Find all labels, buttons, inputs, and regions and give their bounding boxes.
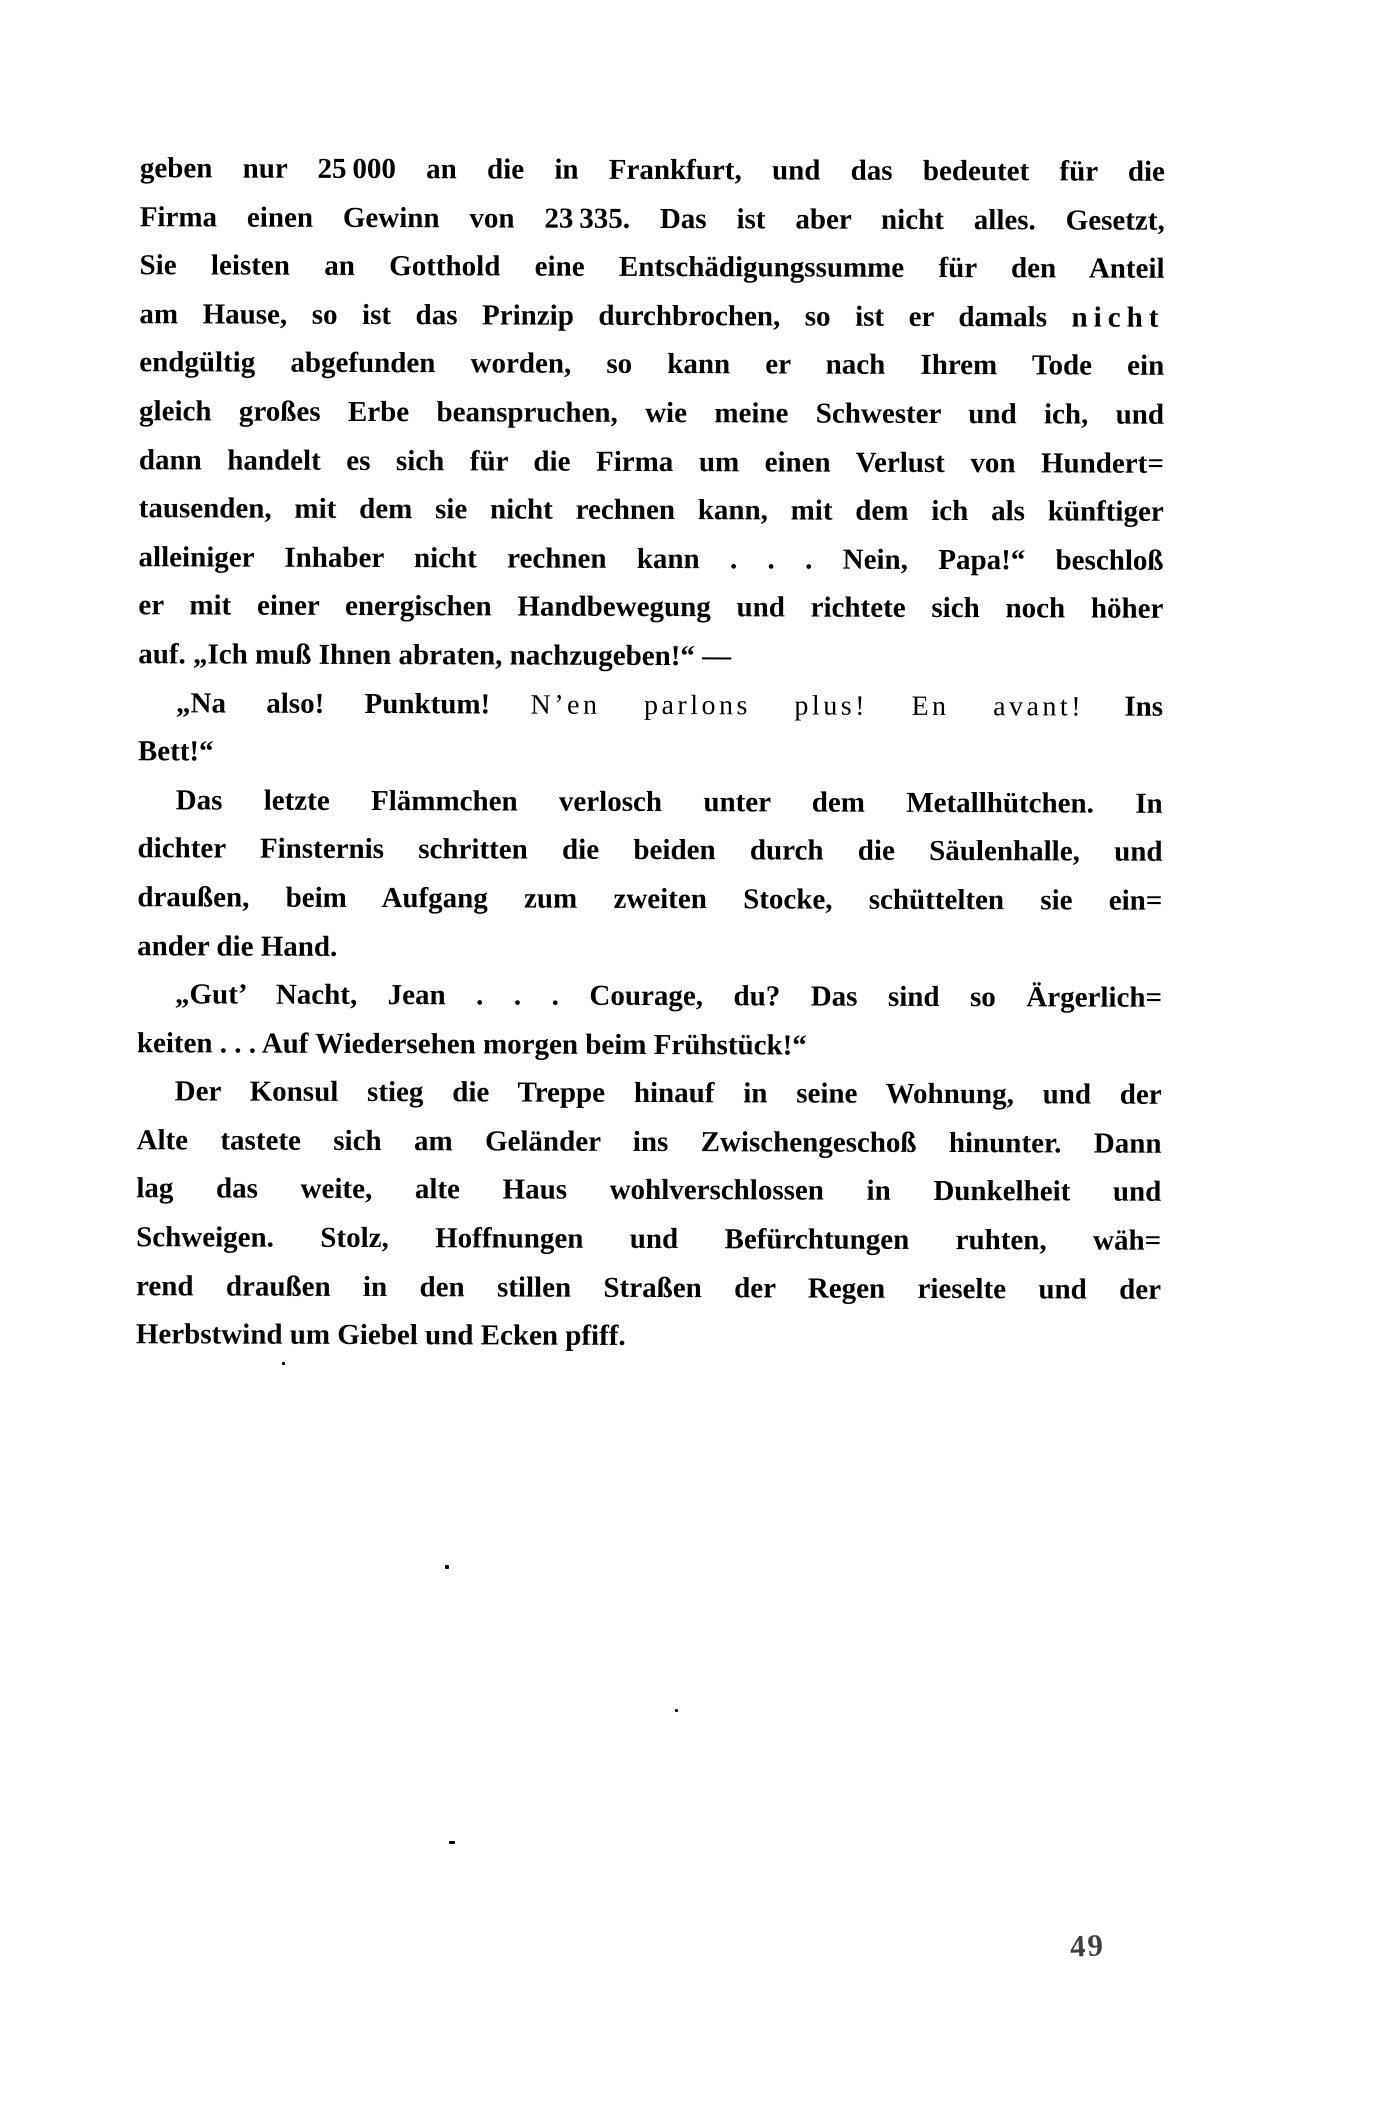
text-line	[138, 679, 1163, 731]
fraktur-segment: Bett!“	[137, 735, 214, 768]
text-line	[136, 1165, 1161, 1217]
text-line	[138, 533, 1163, 585]
text-line	[136, 1213, 1161, 1265]
fraktur-segment: rend draußen in den stillen Straßen der Regen rieselte und der	[135, 1269, 1162, 1306]
text-line	[137, 970, 1162, 1022]
scan-speck	[675, 1709, 678, 1712]
text-block	[136, 144, 1165, 1362]
text-line	[137, 1067, 1162, 1119]
fraktur-segment: dann handelt es sich für die Firma um einen Verlust von Hundert=	[138, 443, 1164, 480]
fraktur-segment: Schweigen. Stolz, Hoffnungen und Befürchtungen ruhten, wäh=	[136, 1221, 1162, 1257]
fraktur-segment: alleiniger Inhaber nicht rechnen kann . . . Nein, Papa!“ beschloß	[138, 540, 1164, 577]
fraktur-segment: auf. „Ich muß Ihnen abraten, nachzugeben!“ —	[138, 638, 732, 673]
text-line	[140, 144, 1165, 196]
text-line	[139, 436, 1164, 488]
fraktur-segment: tausenden, mit dem sie nicht rechnen kann, mit dem ich als künftiger	[138, 492, 1164, 528]
scan-speck	[282, 1362, 285, 1365]
scan-speck	[445, 1565, 449, 1569]
text-line	[137, 1019, 1162, 1071]
fraktur-segment: am Hause, so ist das Prinzip durchbrochen, so ist er damals	[139, 297, 1072, 334]
text-line	[139, 290, 1164, 342]
text-line	[137, 825, 1162, 877]
fraktur-segment: geben nur 25 000 an die in Frankfurt, und das bedeutet für die	[139, 152, 1165, 188]
text-line	[139, 339, 1164, 391]
fraktur-segment: Das letzte Flämmchen verlosch unter dem Metallhütchen. In	[175, 784, 1163, 820]
text-line	[139, 241, 1164, 293]
fraktur-segment: draußen, beim Aufgang zum zweiten Stocke, schüttelten sie ein=	[137, 881, 1163, 917]
fraktur-segment: endgültig abgefunden worden, so kann er nach Ihrem Tode ein	[139, 346, 1165, 383]
scan-speck	[449, 1841, 455, 1844]
fraktur-segment: gleich großes Erbe beanspruchen, wie meine Schwester und ich, und	[139, 395, 1165, 431]
fraktur-segment: Firma einen Gewinn von 23 335. Das ist aber nicht alles. Gesetzt,	[139, 200, 1165, 237]
fraktur-segment: „Na also! Punktum!	[175, 686, 531, 721]
fraktur-segment: Sie leisten an Gotthold eine Entschädigungssumme für den Anteil	[139, 249, 1165, 285]
letterspaced-segment: nicht	[1071, 301, 1165, 334]
text-line	[136, 1262, 1161, 1314]
fraktur-segment: Alte tastete sich am Geländer ins Zwischengeschoß hinunter. Dann	[136, 1124, 1162, 1160]
fraktur-segment: dichter Finsternis schritten die beiden durch die Säulenhalle, und	[137, 832, 1163, 869]
text-line	[139, 387, 1164, 439]
fraktur-segment: er mit einer energischen Handbewegung und richtete sich noch höher	[138, 589, 1164, 626]
text-line	[138, 727, 1163, 779]
text-line	[140, 193, 1165, 245]
fraktur-segment: „Gut’ Nacht, Jean . . . Courage, du? Das sind so Ärgerlich=	[174, 978, 1163, 1014]
antiqua-segment: N’en parlons plus! En avant!	[530, 689, 1085, 723]
fraktur-segment: Der Konsul stieg die Treppe hinauf in seine Wohnung, und der	[174, 1075, 1162, 1112]
text-line	[137, 922, 1162, 974]
text-line	[138, 582, 1163, 634]
fraktur-segment: keiten . . . Auf Wiedersehen morgen beim Frühstück!“	[136, 1026, 807, 1062]
fraktur-segment: Herbstwind um Giebel und Ecken pfiff.	[135, 1318, 626, 1353]
fraktur-segment: ander die Hand.	[137, 929, 338, 963]
page-number: 49	[1069, 1927, 1106, 1964]
fraktur-segment: lag das weite, alte Haus wohlverschlossen in Dunkelheit und	[136, 1172, 1162, 1209]
text-line	[136, 1116, 1161, 1168]
text-line	[138, 776, 1163, 828]
fraktur-segment: Ins	[1084, 690, 1164, 723]
text-line	[136, 1310, 1161, 1362]
text-line	[139, 484, 1164, 536]
text-line	[138, 630, 1163, 682]
text-line	[137, 873, 1162, 925]
